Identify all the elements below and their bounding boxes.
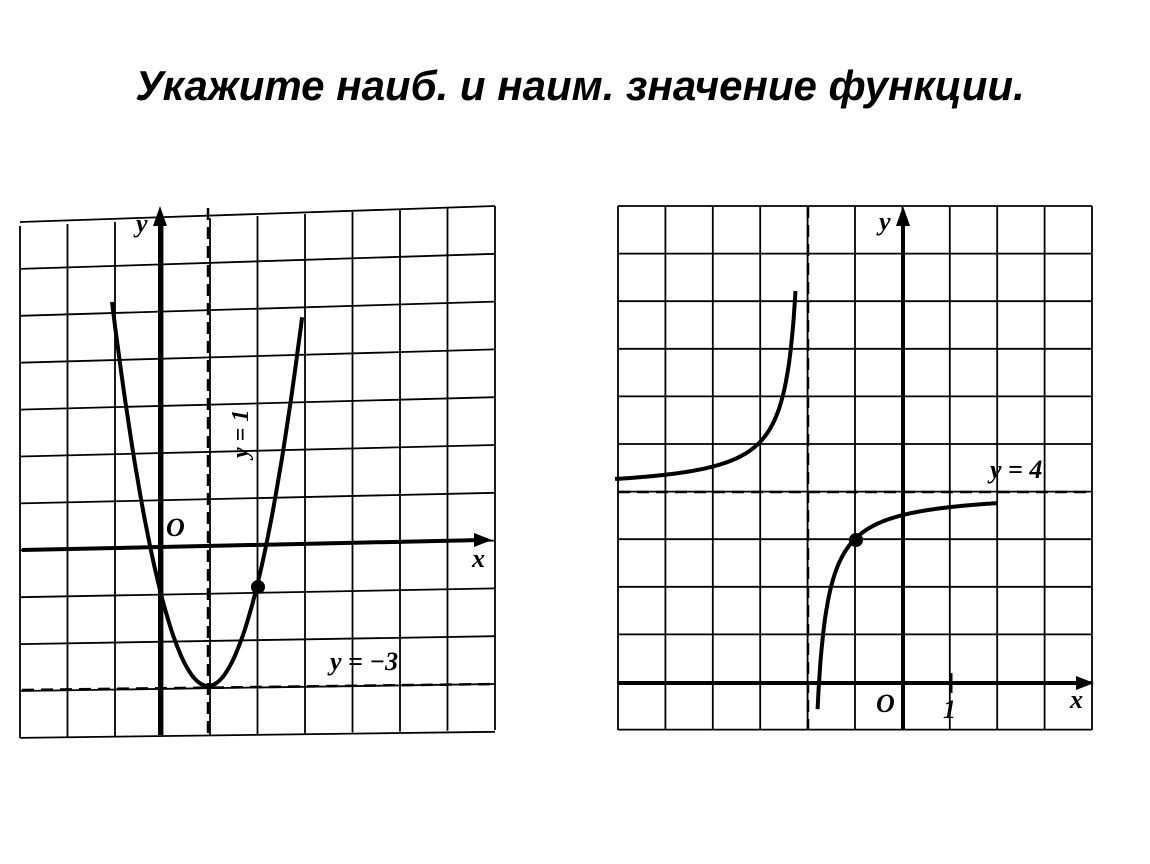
right-y-axis-label: y xyxy=(879,207,891,236)
right-hyperbola-right-branch xyxy=(818,503,998,709)
left-graph xyxy=(20,206,495,738)
left-marked-point xyxy=(251,580,265,594)
left-x-axis-label: x xyxy=(472,544,485,573)
right-graph xyxy=(615,206,1094,730)
left-origin-label: O xyxy=(166,513,185,542)
right-origin-label: O xyxy=(876,689,895,718)
task-title: Укажите наиб. и наим. значение функции. xyxy=(135,62,1025,109)
left-x-axis xyxy=(22,540,482,550)
right-hyperbola-left-branch xyxy=(615,291,796,479)
left-grid xyxy=(20,206,495,738)
left-horizontal-asymptote-label: y = −3 xyxy=(330,647,399,676)
left-y-axis-arrow xyxy=(153,206,167,226)
right-x-axis-label: x xyxy=(1070,685,1083,714)
right-marked-point xyxy=(849,533,863,547)
left-y-axis-label: y xyxy=(136,209,148,238)
right-y-axis-arrow xyxy=(896,206,910,226)
right-tick-label: 1 xyxy=(943,695,956,724)
right-horizontal-asymptote-label: y = 4 xyxy=(990,455,1043,484)
left-vertical-asymptote-label: y = 1 xyxy=(228,409,254,458)
